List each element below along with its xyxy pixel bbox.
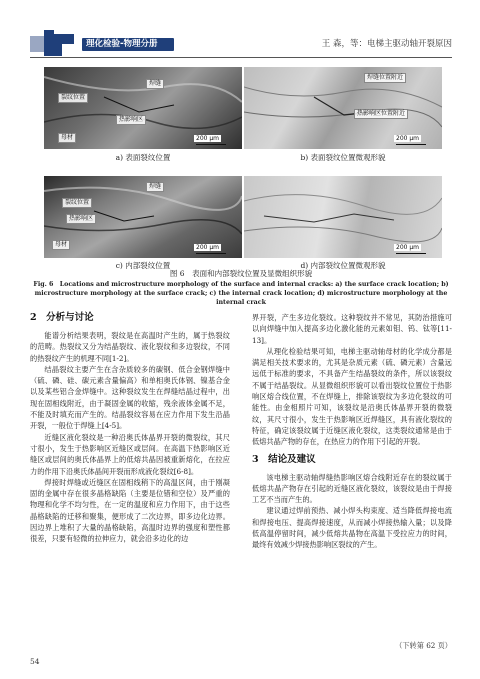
label-near-weld: 焊缝位置附近	[364, 73, 406, 83]
left-column	[30, 312, 230, 545]
caption-a: a) 表面裂纹位置	[115, 153, 171, 162]
caption-d: d) 内部裂纹位置微观形貌	[300, 261, 386, 270]
caption-c: c) 内部裂纹位置	[115, 261, 171, 270]
figure-panel-a	[44, 67, 242, 149]
label-base-metal: 母材	[52, 240, 70, 250]
figure-panel-c	[44, 176, 242, 258]
right-column	[252, 312, 452, 551]
scale-label: 200 μm	[396, 135, 420, 142]
scale-bar	[396, 253, 426, 254]
section-heading: 2 分析与讨论	[30, 312, 94, 323]
paragraph: 结晶裂纹主要产生在含杂质较多的碳钢、低合金钢焊缝中（硫、磷、硅、碳元素含量偏高）和单相奥氏体钢、镍基合金以及某些铝合金焊缝中。这种裂纹发生在焊缝结晶过程中，出现在固相线附近，由于凝固金属的收缩，残余液体金属不足，不能及时填充而产生的。结晶裂纹容易在应力作用下发生沿晶开裂，一般位于焊缝上[4-5]。	[30, 364, 230, 431]
scale-label: 200 μm	[196, 135, 220, 142]
scale-label: 200 μm	[196, 244, 220, 251]
paragraph: 界开裂，产生多边化裂纹。这种裂纹并不常见，其防治措施可以向焊缝中加入提高多边化激化能的元素如钼、钨、钛等[11-13]。	[252, 313, 452, 345]
section-heading: 3 结论及建议	[252, 453, 316, 465]
label-weld: 焊缝	[146, 182, 164, 192]
label-base-metal: 母材	[58, 133, 76, 143]
scale-bar	[196, 253, 226, 254]
caption-b: b) 表面裂纹位置微观形貌	[300, 153, 386, 162]
header-rule	[30, 57, 452, 58]
figure-caption-cn: 图 6 表面和内部裂纹位置及显微组织形貌	[169, 269, 313, 278]
scale-label: 200 μm	[396, 244, 420, 251]
journal-logo-icon	[30, 30, 78, 56]
paragraph: 从理化检验结果可知，电梯主驱动轴母材的化学成分都是满足相关技术要求的，尤其是杂质元素（硫、磷元素）含量远远低于标准的要求，不具备产生结晶裂纹的条件，所以该裂纹不属于结晶裂纹。从显微组织形貌可以看出裂纹位置位于热影响区熔合线位置，不在焊缝上，排除该裂纹为多边化裂纹的可能性。由金相照片可知，该裂纹是沿奥氏体晶界开裂的微裂纹，其尺寸很小，发生于热影响区近焊缝区，具有液化裂纹的特征，确定该裂纹属于近缝区液化裂纹，这类裂纹通常是由于低熔共晶产物的存在，在热应力的作用下引起的开裂。	[252, 346, 452, 447]
label-near-haz: 热影响区位置附近	[354, 109, 408, 119]
paragraph: 能谱分析结果表明，裂纹是在高温时产生的，属于热裂纹的范畴。热裂纹又分为结晶裂纹、液化裂纹和多边裂纹，不同的热裂纹产生的机理不同[1-2]。	[30, 331, 230, 363]
figure-panel-d	[244, 176, 442, 258]
paragraph: 近缝区液化裂纹是一种沿奥氏体晶界开裂的微裂纹，其尺寸很小，发生于热影响区近缝区或层间。在高温下热影响区近缝区或层间的奥氏体晶界上的低熔共晶因被重新熔化，在拉应力的作用下沿奥氏体晶间开裂而形成液化裂纹[6-8]。	[30, 432, 230, 476]
journal-name: 理化检验-物理分册	[86, 39, 158, 49]
figure-panel-b	[244, 67, 442, 149]
label-crack-location: 裂纹位置	[58, 93, 88, 103]
figure-caption-en: Fig. 6 Locations and microstructure morphology of the surface and internal cracks: a) the surface crack location; b) microstructure morphology at the surface crack; c) the internal crack location; d) microstructure morphology at the internal crack	[33, 281, 449, 306]
page-number: 54	[30, 657, 40, 666]
label-weld: 焊缝	[146, 79, 164, 89]
scale-bar	[396, 144, 426, 145]
page-header	[0, 0, 480, 62]
running-title: 王 森，等：电梯主驱动轴开裂原因	[321, 39, 452, 49]
paragraph: 该电梯主驱动轴焊缝热影响区熔合线附近存在的裂纹属于低熔共晶产物存在引起的近缝区液化裂纹，该裂纹是由于焊接工艺不当而产生的。	[252, 472, 452, 505]
paragraph: 建议通过焊前预热、减小焊头构束度、适当降低焊接电流和焊接电压、提高焊接速度，从而减小焊接热输入量；以及降低高温停留时间，减少低熔共晶物在高温下受拉应力的时间，最终有效减少焊接热影响区裂纹的产生。	[252, 506, 452, 550]
label-crack-location: 裂纹位置	[62, 198, 92, 208]
scale-bar	[196, 144, 226, 145]
continued-note: （下转第 62 页）	[395, 641, 452, 650]
paragraph: 焊接时焊缝或近缝区在固相线稍下的高温区间，由于刚凝固的金属中存在很多晶格缺陷（主要是位错和空位）及严重的物理和化学不均匀性，在一定的温度和应力作用下，由于这些晶格缺陷的迁移和聚集，便形成了二次边界，即多边化边界。因边界上堆积了大量的晶格缺陷，高温时边界的强度和塑性都很差，只要有轻微的拉伸应力，就会沿多边化的边	[30, 477, 230, 544]
label-haz: 热影响区	[116, 115, 146, 125]
label-haz: 热影响区	[66, 214, 96, 224]
